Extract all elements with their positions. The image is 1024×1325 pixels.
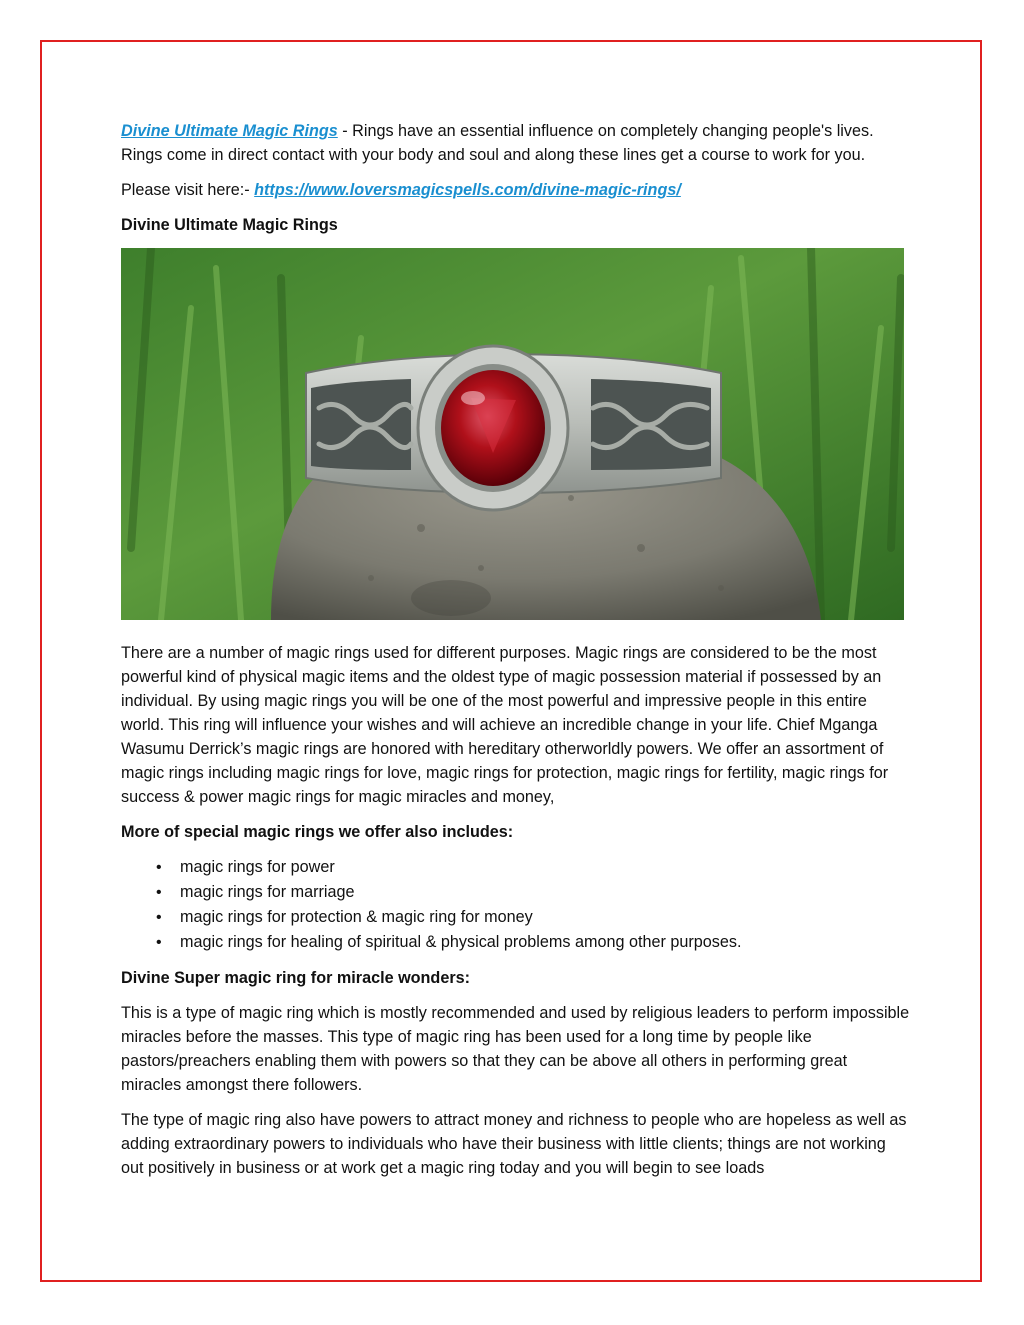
list-item: • magic rings for healing of spiritual & physical problems among other purposes.	[180, 930, 911, 955]
list-item: • magic rings for marriage	[180, 880, 911, 905]
visit-url-link[interactable]: https://www.loversmagicspells.com/divine-magic-rings/	[254, 181, 681, 199]
section-heading-super: Divine Super magic ring for miracle wonders:	[121, 969, 471, 987]
document-body	[121, 119, 911, 1191]
visit-paragraph	[121, 178, 911, 202]
miracle-paragraph: This is a type of magic ring which is mostly recommended and used by religious leaders to perform impossible miracles before the masses. This type of magic ring has been used for a long time by people like pastors/preachers enabling them with powers so that they can be above all others in performing great miracles amongst there followers.	[121, 1004, 910, 1094]
description-paragraph: There are a number of magic rings used for different purposes. Magic rings are considered to be the most powerful kind of physical magic items and the oldest type of magic possession material if possessed by an individual. By using magic rings you will be one of the most powerful and impressive people in this entire world. This ring will influence your wishes and will achieve an incredible change in your life. Chief Mganga Wasumu Derrick’s magic rings are honored with hereditary otherworldly powers. We offer an assortment of magic rings including magic rings for love, magic rings for protection, magic rings for fertility, magic rings for success & power magic rings for magic miracles and money,	[121, 644, 889, 806]
intro-text: - Rings have an essential influence on completely changing people's lives. Rings come in direct contact with your body and soul and along these lines get a course to work for you.	[121, 122, 874, 164]
list-item: • magic rings for protection & magic ring for money	[180, 905, 911, 930]
visit-label: Please visit here:-	[121, 181, 255, 199]
list-item: • magic rings for power	[180, 855, 911, 880]
section-heading-ultimate: Divine Ultimate Magic Rings	[121, 216, 338, 234]
money-paragraph: The type of magic ring also have powers to attract money and richness to people who are hopeless as well as adding extraordinary powers to individuals who have their business with little clients; things are not working out positively in business or at work get a magic ring today and you will begin to see loads	[121, 1111, 907, 1177]
section-heading-special: More of special magic rings we offer also includes:	[121, 823, 514, 841]
special-rings-list	[121, 855, 911, 955]
intro-paragraph	[121, 119, 911, 167]
ring-photo	[121, 248, 904, 620]
intro-link[interactable]: Divine Ultimate Magic Rings	[121, 122, 338, 140]
